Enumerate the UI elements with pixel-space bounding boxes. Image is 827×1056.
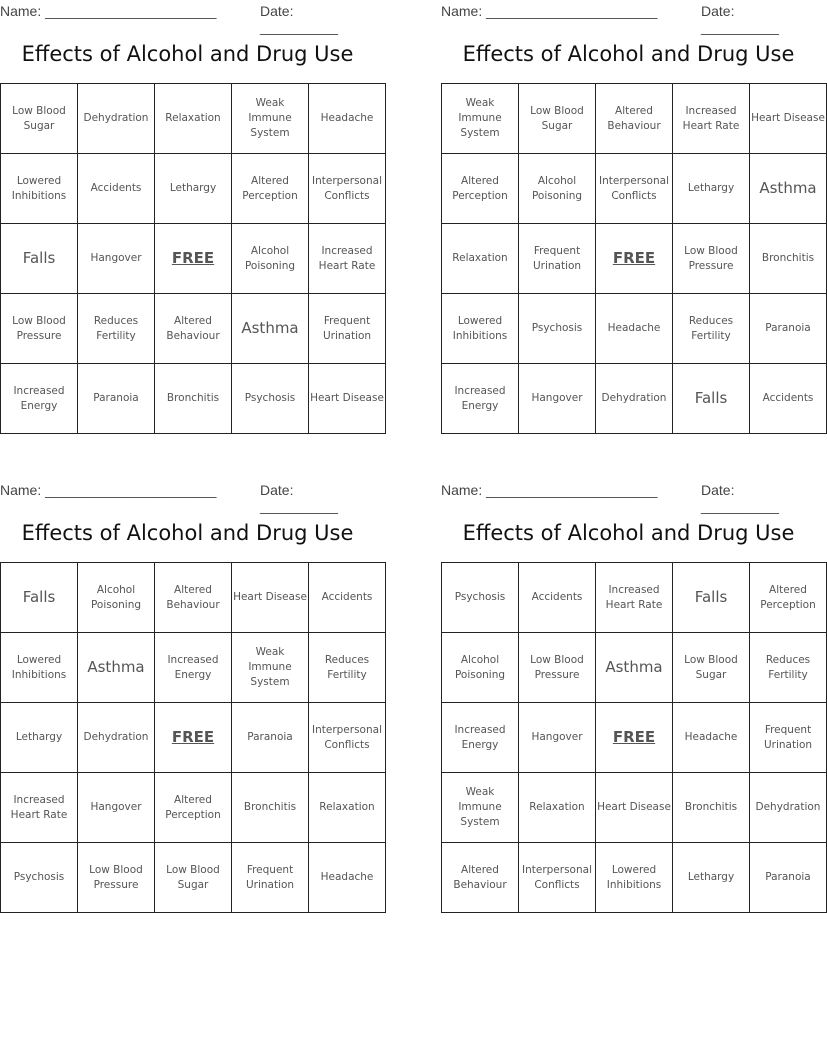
bingo-cell: Relaxation — [519, 773, 596, 843]
bingo-cell: Frequent Urination — [519, 224, 596, 294]
bingo-cell: Interpersonal Conflicts — [309, 703, 386, 773]
bingo-row — [1, 773, 386, 843]
bingo-row — [442, 224, 827, 294]
bingo-cell: Altered Perception — [232, 154, 309, 224]
bingo-row — [442, 563, 827, 633]
bingo-row — [1, 703, 386, 773]
bingo-cell: Relaxation — [155, 84, 232, 154]
bingo-cell: Altered Behaviour — [596, 84, 673, 154]
bingo-row — [1, 364, 386, 434]
bingo-cell: Weak Immune System — [232, 84, 309, 154]
name-field: Name: ______________________ — [441, 3, 658, 19]
name-field: Name: ______________________ — [0, 482, 217, 498]
bingo-cell: Low Blood Pressure — [673, 224, 750, 294]
bingo-row — [1, 563, 386, 633]
bingo-row — [1, 294, 386, 364]
bingo-cell: Accidents — [78, 154, 155, 224]
bingo-cell: Alcohol Poisoning — [519, 154, 596, 224]
free-space: FREE — [155, 703, 232, 773]
date-field: Date: __________ — [701, 3, 779, 35]
bingo-cell: Paranoia — [232, 703, 309, 773]
bingo-cell: Reduces Fertility — [309, 633, 386, 703]
name-date-row — [441, 482, 816, 514]
bingo-cell: Asthma — [78, 633, 155, 703]
bingo-cell: Hangover — [78, 773, 155, 843]
free-space: FREE — [155, 224, 232, 294]
bingo-cell: Weak Immune System — [232, 633, 309, 703]
date-field: Date: __________ — [260, 3, 338, 35]
bingo-cell: Low Blood Sugar — [673, 633, 750, 703]
bingo-cell: Altered Perception — [442, 154, 519, 224]
bingo-cell: Altered Behaviour — [155, 563, 232, 633]
bingo-cell: Alcohol Poisoning — [232, 224, 309, 294]
bingo-cell: Alcohol Poisoning — [78, 563, 155, 633]
bingo-row — [442, 84, 827, 154]
bingo-cell: Lethargy — [155, 154, 232, 224]
bingo-cell: Accidents — [519, 563, 596, 633]
bingo-cell: Low Blood Pressure — [1, 294, 78, 364]
name-date-row — [0, 482, 375, 514]
bingo-cell: Bronchitis — [673, 773, 750, 843]
bingo-grid — [0, 562, 386, 913]
bingo-cell: Headache — [309, 84, 386, 154]
bingo-cell: Hangover — [519, 364, 596, 434]
bingo-cell: Hangover — [519, 703, 596, 773]
bingo-cell: Lowered Inhibitions — [596, 843, 673, 913]
bingo-cell: Psychosis — [232, 364, 309, 434]
name-field: Name: ______________________ — [0, 3, 217, 19]
bingo-row — [442, 154, 827, 224]
bingo-cell: Headache — [309, 843, 386, 913]
bingo-cell: Lethargy — [673, 843, 750, 913]
bingo-row — [442, 773, 827, 843]
bingo-cell: Accidents — [309, 563, 386, 633]
bingo-cell: Low Blood Pressure — [78, 843, 155, 913]
bingo-row — [442, 633, 827, 703]
date-field: Date: __________ — [260, 482, 338, 514]
bingo-cell: Lowered Inhibitions — [1, 633, 78, 703]
bingo-cell: Increased Heart Rate — [673, 84, 750, 154]
bingo-cell: Lethargy — [1, 703, 78, 773]
bingo-cell: Weak Immune System — [442, 84, 519, 154]
card-title: Effects of Alcohol and Drug Use — [462, 521, 795, 545]
bingo-cell: Increased Energy — [155, 633, 232, 703]
bingo-grid — [441, 83, 827, 434]
bingo-cell: Increased Energy — [442, 703, 519, 773]
bingo-row — [442, 843, 827, 913]
bingo-cell: Interpersonal Conflicts — [519, 843, 596, 913]
card-title: Effects of Alcohol and Drug Use — [21, 42, 354, 66]
bingo-cell: Psychosis — [442, 563, 519, 633]
bingo-row — [1, 154, 386, 224]
bingo-cell: Dehydration — [78, 703, 155, 773]
bingo-cell: Increased Energy — [442, 364, 519, 434]
bingo-cell: Heart Disease — [232, 563, 309, 633]
bingo-cell: Psychosis — [1, 843, 78, 913]
bingo-cell: Heart Disease — [309, 364, 386, 434]
bingo-cell: Lowered Inhibitions — [1, 154, 78, 224]
bingo-row — [442, 364, 827, 434]
bingo-cell: Paranoia — [750, 843, 827, 913]
bingo-cell: Headache — [673, 703, 750, 773]
bingo-cell: Asthma — [232, 294, 309, 364]
bingo-cell: Weak Immune System — [442, 773, 519, 843]
bingo-cell: Falls — [1, 563, 78, 633]
bingo-cell: Frequent Urination — [309, 294, 386, 364]
bingo-cell: Low Blood Pressure — [519, 633, 596, 703]
bingo-cell: Low Blood Sugar — [519, 84, 596, 154]
bingo-cell: Frequent Urination — [750, 703, 827, 773]
bingo-row — [1, 633, 386, 703]
bingo-row — [1, 224, 386, 294]
bingo-grid — [441, 562, 827, 913]
bingo-cell: Asthma — [750, 154, 827, 224]
bingo-cell: Altered Perception — [750, 563, 827, 633]
bingo-cell: Relaxation — [309, 773, 386, 843]
bingo-cell: Dehydration — [750, 773, 827, 843]
bingo-cell: Lowered Inhibitions — [442, 294, 519, 364]
bingo-cell: Altered Behaviour — [442, 843, 519, 913]
bingo-cell: Low Blood Sugar — [155, 843, 232, 913]
bingo-cell: Bronchitis — [155, 364, 232, 434]
name-field: Name: ______________________ — [441, 482, 658, 498]
bingo-cell: Headache — [596, 294, 673, 364]
bingo-cell: Reduces Fertility — [750, 633, 827, 703]
bingo-cell: Dehydration — [78, 84, 155, 154]
bingo-cell: Heart Disease — [596, 773, 673, 843]
bingo-cell: Reduces Fertility — [673, 294, 750, 364]
bingo-grid — [0, 83, 386, 434]
bingo-row — [442, 294, 827, 364]
bingo-cell: Reduces Fertility — [78, 294, 155, 364]
bingo-cell: Bronchitis — [750, 224, 827, 294]
date-field: Date: __________ — [701, 482, 779, 514]
bingo-cell: Alcohol Poisoning — [442, 633, 519, 703]
bingo-cell: Low Blood Sugar — [1, 84, 78, 154]
name-date-row — [0, 3, 375, 35]
bingo-cell: Paranoia — [78, 364, 155, 434]
bingo-cell: Bronchitis — [232, 773, 309, 843]
bingo-cell: Falls — [1, 224, 78, 294]
bingo-cell: Increased Heart Rate — [596, 563, 673, 633]
bingo-cell: Increased Heart Rate — [309, 224, 386, 294]
card-title: Effects of Alcohol and Drug Use — [21, 521, 354, 545]
bingo-row — [1, 843, 386, 913]
bingo-cell: Frequent Urination — [232, 843, 309, 913]
bingo-cell: Altered Behaviour — [155, 294, 232, 364]
bingo-cell: Altered Perception — [155, 773, 232, 843]
bingo-cell: Accidents — [750, 364, 827, 434]
bingo-cell: Interpersonal Conflicts — [596, 154, 673, 224]
bingo-cell: Paranoia — [750, 294, 827, 364]
bingo-cell: Relaxation — [442, 224, 519, 294]
bingo-cell: Falls — [673, 563, 750, 633]
bingo-cell: Hangover — [78, 224, 155, 294]
bingo-cell: Heart Disease — [750, 84, 827, 154]
bingo-cell: Dehydration — [596, 364, 673, 434]
bingo-row — [442, 703, 827, 773]
free-space: FREE — [596, 703, 673, 773]
bingo-cell: Falls — [673, 364, 750, 434]
bingo-row — [1, 84, 386, 154]
bingo-cell: Asthma — [596, 633, 673, 703]
bingo-cell: Increased Energy — [1, 364, 78, 434]
free-space: FREE — [596, 224, 673, 294]
bingo-cell: Interpersonal Conflicts — [309, 154, 386, 224]
name-date-row — [441, 3, 816, 35]
bingo-cell: Increased Heart Rate — [1, 773, 78, 843]
card-title: Effects of Alcohol and Drug Use — [462, 42, 795, 66]
bingo-cell: Psychosis — [519, 294, 596, 364]
bingo-cell: Lethargy — [673, 154, 750, 224]
